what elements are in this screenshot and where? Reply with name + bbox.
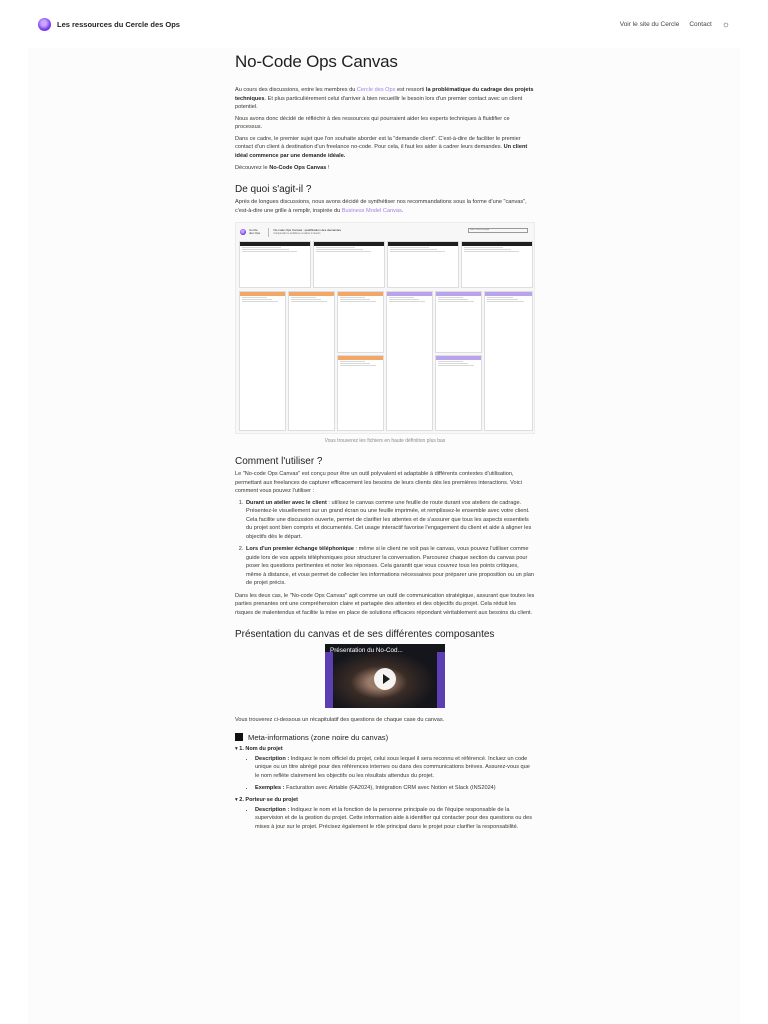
canvas-cell — [484, 291, 533, 431]
canvas-cell — [435, 291, 482, 353]
canvas-cell — [313, 241, 385, 288]
canvas-cell-line — [464, 247, 503, 248]
canvas-cell — [387, 241, 459, 288]
usage-item: 1. Durant un atelier avec le client : utilisez le canvas comme une feuille de route durant vos ateliers de cadrage. Présentez-le visuellement sur un grand écran ou une feuille imprimée, et remplissez-le ensemble avec votre client. Cela facilite une discussion ouverte, permet de clarifier les attentes et de s'assurer que tous les aspects essentiels du projet sont bien compris et documentés. Cet usage interactif favorise l'engagement du client et aide à aligner les objectifs dès le départ. — [245, 499, 535, 542]
canvas-divider — [268, 228, 269, 237]
toggle-content — [235, 755, 535, 793]
canvas-cell-line — [438, 299, 468, 300]
canvas-cell-header — [338, 356, 383, 360]
canvas-cell-line — [487, 301, 524, 302]
canvas-cell-line — [438, 363, 468, 364]
video-frame-right — [437, 652, 445, 708]
canvas-cell-header — [240, 242, 310, 246]
toggle-project-owner[interactable]: ▾ 2. Porteur·se du projet — [235, 796, 298, 803]
canvas-cell-line — [291, 299, 321, 300]
canvas-preview-image[interactable] — [235, 222, 535, 434]
nav-links — [620, 20, 730, 29]
canvas-title-block — [274, 229, 342, 236]
canvas-cell — [288, 291, 335, 431]
canvas-cell-line — [340, 301, 376, 302]
canvas-title: No-code Ops Canvas : qualification des demandes — [273, 227, 342, 232]
canvas-cell — [435, 355, 482, 431]
canvas-cell-header — [289, 292, 334, 296]
play-icon[interactable] — [374, 668, 396, 690]
canvas-cell-line — [242, 251, 297, 252]
canvas-cell-line — [390, 249, 437, 250]
canvas-cell-header — [462, 242, 532, 246]
canvas-cell-header — [314, 242, 384, 246]
brand[interactable] — [38, 18, 180, 31]
section-presentation-text: Vous trouverez ci-dessous un récapitulatif des questions de chaque case du canvas. — [235, 717, 445, 724]
sun-icon[interactable]: ☼ — [721, 18, 730, 29]
canvas-cell-line — [316, 247, 355, 248]
canvas-cell — [239, 291, 286, 431]
canvas-cell-line — [316, 249, 363, 250]
business-model-canvas-link[interactable]: Business Model Canvas — [341, 207, 402, 214]
intro-paragraph-2: Nous avons donc décidé de réfléchir à des ressources qui pourraient aider les experts techniques à fluidifier ce processus. — [235, 115, 510, 131]
canvas-cell-line — [390, 247, 429, 248]
canvas-cell-line — [390, 251, 445, 252]
page-title: No-Code Ops Canvas — [235, 52, 398, 71]
usage-list — [235, 499, 535, 588]
canvas-cell-line — [487, 297, 513, 298]
section-heading-what: De quoi s'agit-il ? — [235, 184, 312, 196]
canvas-cell-line — [291, 301, 327, 302]
nav-link-contact[interactable]: Contact — [689, 20, 712, 28]
canvas-cell-line — [487, 299, 518, 300]
nav-link-site[interactable]: Voir le site du Cercle — [619, 20, 680, 28]
canvas-cell-header — [485, 292, 532, 296]
canvas-cell — [239, 241, 311, 288]
canvas-cell-line — [242, 249, 289, 250]
canvas-cell-header — [240, 292, 285, 296]
intro-paragraph-1: Au cours des discussions, entre les membres du Cercle des Ops est ressorti la problématique du cadrage des projets techniques. Et plus particulièrement celui d'arriver à bien recueillir le besoin lors d'un premier contact avec un client potentiel. — [235, 87, 534, 110]
canvas-cell-line — [464, 249, 511, 250]
video-embed[interactable] — [325, 644, 445, 708]
toggle-item: • Exemples : Facturation avec Airtable (FA2024), Intégration CRM avec Notion et Slack (INS2024) — [255, 784, 535, 793]
video-title: Présentation du No-Cod... — [330, 647, 403, 655]
canvas-date-field: Date et nom du projet — [468, 228, 528, 233]
meta-heading: Meta-informations (zone noire du canvas) — [235, 733, 535, 742]
section-how-intro: Le "No-code Ops Canvas" est conçu pour être un outil polyvalent et adaptable à différents contextes d'utilisation, permettant aux freelances de capturer efficacement les besoins de leurs clients dès les premières interactions. Voici comment vous pouvez l'utiliser : — [235, 471, 522, 495]
brand-title[interactable]: Les ressources du Cercle des Ops — [57, 19, 180, 29]
canvas-caption: Vous trouverez les fichiers en haute définition plus bas — [324, 438, 446, 445]
toggle-item: • Description : Indiquez le nom officiel du projet, celui sous lequel il sera reconnu et référencé. Incluez un code unique ou un titre abrégé pour des références internes ou dans des communications brèves. Assurez-vous que le nom reflète clairement les objectifs ou les résultats attendus du projet. — [255, 755, 535, 781]
canvas-cell-line — [340, 363, 370, 364]
canvas-cell-line — [464, 251, 519, 252]
canvas-cell-line — [242, 301, 278, 302]
canvas-cell-line — [340, 361, 365, 362]
canvas-cell-line — [438, 361, 463, 362]
canvas-cell-line — [340, 299, 370, 300]
usage-item: 2. Lors d'un premier échange téléphonique : même si le client ne voit pas le canvas, vous pouvez l'utiliser comme guide lors de vos appels téléphoniques pour structurer la conversation. Parcourez chaque section du canvas pour poser les questions pertinentes et noter les réponses. Cela garantit que vous couvrez tous les points critiques, même à distance, et vous permet de collecter les informations nécessaires pour préparer une proposition ou un plan de projet précis. — [245, 545, 535, 588]
canvas-cell-header — [388, 242, 458, 246]
canvas-subtitle: Comprendre le problème et cadrer le besoin — [273, 232, 321, 236]
canvas-cell-line — [340, 297, 365, 298]
canvas-cell — [461, 241, 533, 288]
canvas-logo-icon — [240, 229, 246, 235]
intro-paragraph-4: Découvrez le No-Code Ops Canvas ! — [235, 164, 330, 171]
article — [235, 52, 535, 835]
canvas-preview-header — [240, 226, 532, 238]
section-heading-how: Comment l'utiliser ? — [235, 456, 323, 468]
canvas-cell-line — [242, 297, 267, 298]
canvas-cell-line — [438, 297, 463, 298]
canvas-cell-line — [438, 365, 474, 366]
canvas-cell — [337, 355, 384, 431]
canvas-cell — [337, 291, 384, 353]
video-frame-left — [325, 652, 333, 708]
canvas-cell-line — [340, 365, 376, 366]
section-what-text: Après de longues discussions, nous avons décidé de synthétiser nos recommandations sous la forme d'une "canvas", c'est-à-dire une grille à remplir, inspirée du Business Model Canvas. — [235, 199, 527, 214]
canvas-cell-line — [242, 299, 272, 300]
canvas-cell-line — [389, 301, 425, 302]
canvas-cell-line — [438, 301, 474, 302]
toggle-project-name[interactable]: ▾ 1. Nom du projet — [235, 745, 283, 752]
canvas-brand: Cercle des Ops — [249, 227, 261, 236]
section-heading-presentation: Présentation du canvas et de ses différentes composantes — [235, 629, 495, 641]
canvas-cell-line — [389, 297, 414, 298]
cercle-link[interactable]: Cercle des Ops — [356, 87, 396, 93]
canvas-cell-line — [291, 297, 316, 298]
black-square-icon — [235, 733, 243, 741]
canvas-cell-line — [316, 251, 371, 252]
section-how-outro: Dans les deux cas, le "No-code Ops Canvas" agit comme un outil de communication stratégique, assurant que toutes les parties prenantes ont une compréhension claire et partagée des attentes et des objectifs du projet. Cela réduit les risques de malentendus et facilite la mise en place de solutions efficaces répondant véritablement aux besoins du client. — [235, 592, 535, 616]
cercle-logo-icon — [38, 18, 51, 31]
canvas-cell-header — [338, 292, 383, 296]
canvas-cell — [386, 291, 433, 431]
intro-paragraph-3: Dans ce cadre, le premier sujet que l'on souhaite aborder est la "demande client". C'est-à-dire de faciliter le premier contact d'un client à destination d'un freelance no-code. Pour cela, il faut les aider à cadrer leurs demandes. Un client idéal commence par une demande idéale. — [235, 135, 528, 159]
canvas-cell-header — [436, 356, 481, 360]
canvas-cell-line — [389, 299, 419, 300]
toggle-content — [235, 806, 535, 832]
top-navigation — [0, 0, 768, 48]
toggle-item: • Description : Indiquez le nom et la fonction de la personne principale ou de l'équipe responsable de la supervision et de la gestion du projet. Cette information aide à identifier qui contacter pour des questions ou des mises à jour sur le projet. Précisez également le rôle principal dans le projet pour clarifier la responsabilité. — [255, 806, 535, 832]
canvas-cell-header — [436, 292, 481, 296]
canvas-cell-header — [387, 292, 432, 296]
canvas-cell-line — [242, 247, 281, 248]
